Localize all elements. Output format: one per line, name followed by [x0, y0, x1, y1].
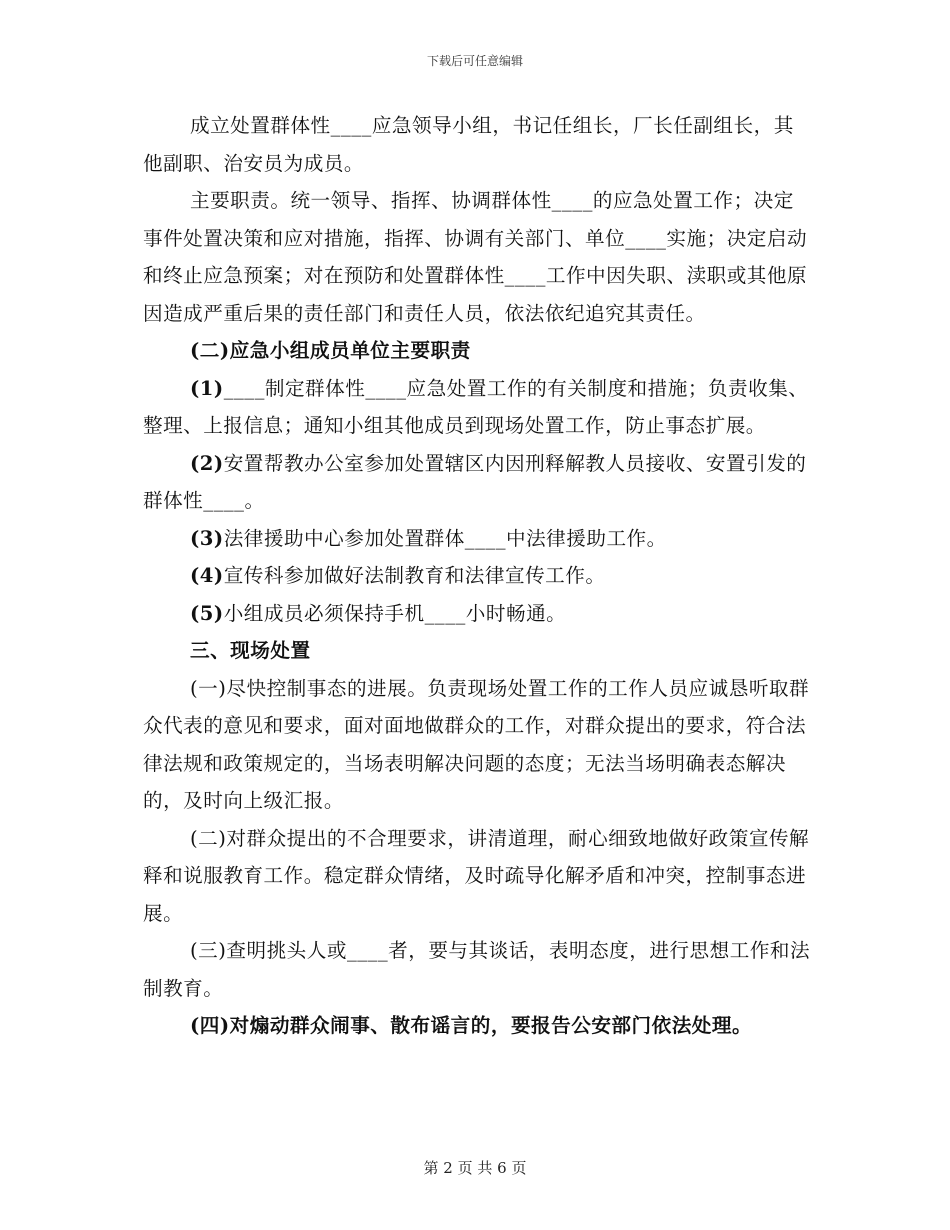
- list-item-number: (4): [190, 564, 224, 587]
- section-heading-member-duties: (二)应急小组成员单位主要职责: [190, 339, 471, 362]
- paragraph-onsite-4: (四)对煽动群众闹事、散布谣言的，要报告公安部门依法处理。: [190, 1014, 753, 1037]
- list-item-1: [143, 370, 813, 445]
- document-body: [143, 107, 813, 1045]
- list-item-2: [143, 445, 813, 520]
- paragraph-main-duties: 主要职责。统一领导、指挥、协调群体性____的应急处置工作；决定事件处置决策和应对措施，指挥、协调有关部门、单位____实施；决定启动和终止应急预案；对在预防和处置群体性____工作中因失职、渎职或其他原因造成严重后果的责任部门和责任人员，依法依纪追究其责任。: [143, 189, 808, 325]
- list-item-text: 宣传科参加做好法制教育和法律宣传工作。: [223, 564, 606, 587]
- list-item-4: [143, 557, 813, 595]
- list-item-number: (3): [190, 526, 224, 550]
- paragraph-onsite-3: (三)查明挑头人或____者，要与其谈话，表明态度，进行思想工作和法制教育。: [143, 939, 811, 1000]
- list-item-number: (1): [190, 376, 224, 400]
- list-item-number: (5): [190, 601, 224, 625]
- paragraph-onsite-1: (一)尽快控制事态的进展。负责现场处置工作的工作人员应诚恳听取群众代表的意见和要求，面对面地做群众的工作，对群众提出的要求，符合法律法规和政策规定的，当场表明解决问题的态度；无法当场明确表态解决的，及时向上级汇报。: [143, 676, 810, 812]
- list-item-text: ____制定群体性____应急处置工作的有关制度和措施；负责收集、整理、上报信息；通知小组其他成员到现场处置工作，防止事态扩展。: [143, 376, 809, 437]
- list-item-number: (2): [190, 451, 224, 475]
- list-item-text: 安置帮教办公室参加处置辖区内因刑释解教人员接收、安置引发的群体性____。: [143, 451, 807, 512]
- page-header: 下载后可任意编辑: [426, 54, 523, 68]
- paragraph-leadership-group: 成立处置群体性____应急领导小组，书记任组长，厂长任副组长，其他副职、治安员为成员。: [143, 114, 794, 175]
- page-number-footer: 第 2 页 共 6 页: [423, 1159, 527, 1177]
- list-item-text: 小组成员必须保持手机____小时畅通。: [223, 601, 567, 625]
- list-item-5: [143, 595, 813, 633]
- list-item-3: [143, 520, 813, 558]
- list-item-text: 法律援助中心参加处置群体____中法律援助工作。: [223, 526, 667, 550]
- section-heading-onsite: 三、现场处置: [190, 639, 311, 662]
- paragraph-onsite-2: (二)对群众提出的不合理要求，讲清道理，耐心细致地做好政策宣传解释和说服教育工作。稳定群众情绪，及时疏导化解矛盾和冲突，控制事态进展。: [143, 826, 810, 925]
